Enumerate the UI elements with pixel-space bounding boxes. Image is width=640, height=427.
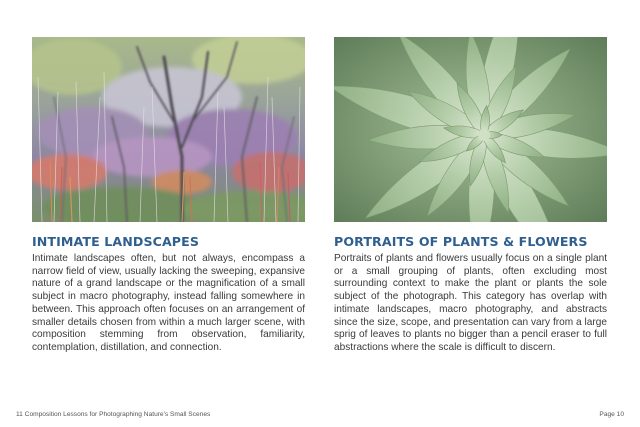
section-body: Intimate landscapes often, but not always, encompass a narrow field of view, usually lacking the sweeping, expansive nature of a grand landscape or the magnification of a small subject in macro photography, instead falling somewhere in between. This approach often focuses on an arrangement of smaller details chosen from within a much larger scene, with composition stemming from observation, familiarity, contemplation, distillation, and connection.: [32, 253, 305, 353]
section-heading: PORTRAITS OF PLANTS & FLOWERS: [334, 234, 588, 249]
section-heading: INTIMATE LANDSCAPES: [32, 234, 200, 249]
right-column: [334, 37, 607, 355]
section-body: Portraits of plants and flowers usually focus on a single plant or a small grouping of plants, often excluding most surrounding context to make the plant or plants the sole subject of the photograph. This category has overlap with intimate landscapes, macro photography, and abstracts since the size, scope, and presentation can vary from a large sprig of leaves to plants no bigger than a pencil eraser to full abstractions where the scale is difficult to discern.: [334, 253, 607, 353]
spiral-aloe-photo: [334, 37, 607, 222]
page-number: Page 10: [599, 411, 624, 418]
footer-book-title: 11 Composition Lessons for Photographing Nature's Small Scenes: [16, 411, 211, 418]
intimate-landscape-photo: [32, 37, 305, 222]
left-column: [32, 37, 305, 355]
